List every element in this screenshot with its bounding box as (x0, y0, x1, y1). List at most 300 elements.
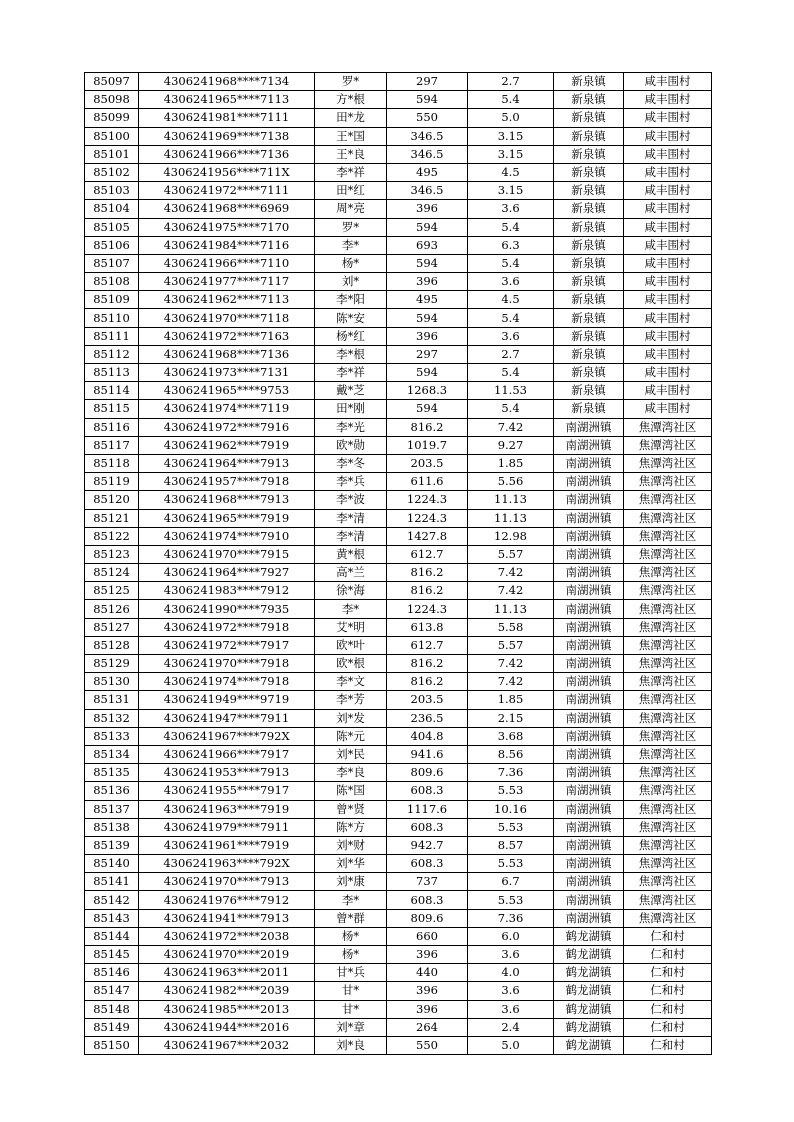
id-number-cell: 4306241966****7110 (139, 254, 315, 272)
area-cell: 5.53 (468, 891, 554, 909)
village-cell: 咸丰围村 (624, 327, 712, 345)
name-cell: 欧*根 (315, 655, 387, 673)
village-cell: 咸丰围村 (624, 127, 712, 145)
area-cell: 7.42 (468, 673, 554, 691)
amount-cell: 264 (387, 1018, 468, 1036)
area-cell: 5.56 (468, 473, 554, 491)
table-row (85, 473, 712, 491)
area-cell: 2.4 (468, 1018, 554, 1036)
town-cell: 新泉镇 (554, 109, 624, 127)
table-row (85, 673, 712, 691)
name-cell: 李*阳 (315, 291, 387, 309)
table-row (85, 818, 712, 836)
name-cell: 罗* (315, 73, 387, 91)
serial-no-cell: 85146 (85, 964, 139, 982)
village-cell: 焦潭湾社区 (624, 836, 712, 854)
id-number-cell: 4306241970****7915 (139, 545, 315, 563)
village-cell: 焦潭湾社区 (624, 454, 712, 472)
serial-no-cell: 85138 (85, 818, 139, 836)
town-cell: 南湖洲镇 (554, 655, 624, 673)
serial-no-cell: 85110 (85, 309, 139, 327)
name-cell: 罗* (315, 218, 387, 236)
name-cell: 刘*华 (315, 855, 387, 873)
village-cell: 焦潭湾社区 (624, 527, 712, 545)
table-row (85, 709, 712, 727)
area-cell: 6.3 (468, 236, 554, 254)
name-cell: 李*良 (315, 764, 387, 782)
table-row (85, 927, 712, 945)
amount-cell: 396 (387, 200, 468, 218)
serial-no-cell: 85128 (85, 636, 139, 654)
name-cell: 刘*财 (315, 836, 387, 854)
area-cell: 1.85 (468, 691, 554, 709)
town-cell: 南湖洲镇 (554, 745, 624, 763)
serial-no-cell: 85142 (85, 891, 139, 909)
town-cell: 新泉镇 (554, 218, 624, 236)
area-cell: 5.0 (468, 1036, 554, 1054)
table-row (85, 273, 712, 291)
town-cell: 南湖洲镇 (554, 436, 624, 454)
serial-no-cell: 85148 (85, 1000, 139, 1018)
table-row (85, 545, 712, 563)
table-row (85, 327, 712, 345)
serial-no-cell: 85099 (85, 109, 139, 127)
area-cell: 2.7 (468, 345, 554, 363)
area-cell: 7.42 (468, 564, 554, 582)
town-cell: 新泉镇 (554, 200, 624, 218)
name-cell: 李*冬 (315, 454, 387, 472)
village-cell: 焦潭湾社区 (624, 436, 712, 454)
name-cell: 杨* (315, 946, 387, 964)
id-number-cell: 4306241962****7919 (139, 436, 315, 454)
name-cell: 王*国 (315, 127, 387, 145)
serial-no-cell: 85150 (85, 1036, 139, 1054)
area-cell: 3.6 (468, 946, 554, 964)
village-cell: 仁和村 (624, 927, 712, 945)
table-row (85, 655, 712, 673)
table-row (85, 163, 712, 181)
table-row (85, 964, 712, 982)
village-cell: 焦潭湾社区 (624, 673, 712, 691)
town-cell: 南湖洲镇 (554, 418, 624, 436)
town-cell: 南湖洲镇 (554, 527, 624, 545)
id-number-cell: 4306241967****2032 (139, 1036, 315, 1054)
name-cell: 田*刚 (315, 400, 387, 418)
serial-no-cell: 85143 (85, 909, 139, 927)
name-cell: 田*龙 (315, 109, 387, 127)
id-number-cell: 4306241968****7136 (139, 345, 315, 363)
area-cell: 4.5 (468, 163, 554, 181)
area-cell: 3.6 (468, 200, 554, 218)
serial-no-cell: 85145 (85, 946, 139, 964)
serial-no-cell: 85140 (85, 855, 139, 873)
village-cell: 咸丰围村 (624, 73, 712, 91)
village-cell: 咸丰围村 (624, 273, 712, 291)
area-cell: 2.15 (468, 709, 554, 727)
amount-cell: 594 (387, 91, 468, 109)
table-row (85, 1000, 712, 1018)
area-cell: 11.13 (468, 600, 554, 618)
town-cell: 新泉镇 (554, 73, 624, 91)
id-number-cell: 4306241965****7919 (139, 509, 315, 527)
name-cell: 戴*芝 (315, 382, 387, 400)
town-cell: 新泉镇 (554, 182, 624, 200)
town-cell: 新泉镇 (554, 254, 624, 272)
serial-no-cell: 85103 (85, 182, 139, 200)
serial-no-cell: 85112 (85, 345, 139, 363)
table-row (85, 800, 712, 818)
serial-no-cell: 85104 (85, 200, 139, 218)
id-number-cell: 4306241941****7913 (139, 909, 315, 927)
id-number-cell: 4306241949****9719 (139, 691, 315, 709)
id-number-cell: 4306241972****7918 (139, 618, 315, 636)
table-row (85, 1036, 712, 1054)
serial-no-cell: 85111 (85, 327, 139, 345)
name-cell: 李*兵 (315, 473, 387, 491)
table-row (85, 891, 712, 909)
id-number-cell: 4306241965****9753 (139, 382, 315, 400)
id-number-cell: 4306241975****7170 (139, 218, 315, 236)
serial-no-cell: 85124 (85, 564, 139, 582)
amount-cell: 1117.6 (387, 800, 468, 818)
amount-cell: 660 (387, 927, 468, 945)
area-cell: 11.13 (468, 491, 554, 509)
area-cell: 6.7 (468, 873, 554, 891)
amount-cell: 297 (387, 345, 468, 363)
table-row (85, 236, 712, 254)
area-cell: 3.6 (468, 273, 554, 291)
serial-no-cell: 85133 (85, 727, 139, 745)
id-number-cell: 4306241956****711X (139, 163, 315, 181)
village-cell: 咸丰围村 (624, 145, 712, 163)
table-row (85, 200, 712, 218)
area-cell: 7.42 (468, 655, 554, 673)
amount-cell: 942.7 (387, 836, 468, 854)
name-cell: 李*光 (315, 418, 387, 436)
village-cell: 焦潭湾社区 (624, 782, 712, 800)
table-row (85, 527, 712, 545)
town-cell: 南湖洲镇 (554, 582, 624, 600)
table-row (85, 600, 712, 618)
village-cell: 焦潭湾社区 (624, 564, 712, 582)
id-number-cell: 4306241972****7917 (139, 636, 315, 654)
id-number-cell: 4306241969****7138 (139, 127, 315, 145)
name-cell: 陈*国 (315, 782, 387, 800)
id-number-cell: 4306241957****7918 (139, 473, 315, 491)
town-cell: 南湖洲镇 (554, 836, 624, 854)
table-row (85, 436, 712, 454)
amount-cell: 203.5 (387, 691, 468, 709)
town-cell: 新泉镇 (554, 291, 624, 309)
serial-no-cell: 85114 (85, 382, 139, 400)
amount-cell: 816.2 (387, 673, 468, 691)
village-cell: 焦潭湾社区 (624, 600, 712, 618)
table-row (85, 91, 712, 109)
id-number-cell: 4306241972****7163 (139, 327, 315, 345)
id-number-cell: 4306241953****7913 (139, 764, 315, 782)
table-row (85, 946, 712, 964)
amount-cell: 404.8 (387, 727, 468, 745)
amount-cell: 809.6 (387, 909, 468, 927)
name-cell: 方*根 (315, 91, 387, 109)
village-cell: 咸丰围村 (624, 236, 712, 254)
village-cell: 仁和村 (624, 1018, 712, 1036)
serial-no-cell: 85144 (85, 927, 139, 945)
name-cell: 李* (315, 236, 387, 254)
amount-cell: 396 (387, 982, 468, 1000)
serial-no-cell: 85129 (85, 655, 139, 673)
town-cell: 新泉镇 (554, 400, 624, 418)
serial-no-cell: 85130 (85, 673, 139, 691)
town-cell: 新泉镇 (554, 382, 624, 400)
town-cell: 新泉镇 (554, 364, 624, 382)
amount-cell: 550 (387, 1036, 468, 1054)
village-cell: 仁和村 (624, 964, 712, 982)
town-cell: 南湖洲镇 (554, 873, 624, 891)
table-body (85, 73, 712, 1055)
amount-cell: 203.5 (387, 454, 468, 472)
serial-no-cell: 85101 (85, 145, 139, 163)
town-cell: 南湖洲镇 (554, 509, 624, 527)
table-row (85, 382, 712, 400)
id-number-cell: 4306241974****7918 (139, 673, 315, 691)
town-cell: 南湖洲镇 (554, 818, 624, 836)
amount-cell: 396 (387, 946, 468, 964)
town-cell: 南湖洲镇 (554, 600, 624, 618)
amount-cell: 809.6 (387, 764, 468, 782)
id-number-cell: 4306241981****7111 (139, 109, 315, 127)
serial-no-cell: 85119 (85, 473, 139, 491)
village-cell: 仁和村 (624, 1000, 712, 1018)
town-cell: 南湖洲镇 (554, 800, 624, 818)
area-cell: 5.4 (468, 218, 554, 236)
village-cell: 仁和村 (624, 982, 712, 1000)
town-cell: 南湖洲镇 (554, 473, 624, 491)
table-row (85, 218, 712, 236)
serial-no-cell: 85121 (85, 509, 139, 527)
name-cell: 李*清 (315, 527, 387, 545)
village-cell: 咸丰围村 (624, 218, 712, 236)
id-number-cell: 4306241961****7919 (139, 836, 315, 854)
town-cell: 南湖洲镇 (554, 691, 624, 709)
town-cell: 新泉镇 (554, 91, 624, 109)
id-number-cell: 4306241964****7913 (139, 454, 315, 472)
serial-no-cell: 85116 (85, 418, 139, 436)
serial-no-cell: 85117 (85, 436, 139, 454)
table-row (85, 109, 712, 127)
name-cell: 甘* (315, 982, 387, 1000)
serial-no-cell: 85109 (85, 291, 139, 309)
town-cell: 新泉镇 (554, 309, 624, 327)
area-cell: 7.36 (468, 764, 554, 782)
name-cell: 李* (315, 600, 387, 618)
town-cell: 南湖洲镇 (554, 764, 624, 782)
table-row (85, 454, 712, 472)
amount-cell: 816.2 (387, 564, 468, 582)
town-cell: 南湖洲镇 (554, 618, 624, 636)
name-cell: 杨* (315, 254, 387, 272)
amount-cell: 594 (387, 400, 468, 418)
amount-cell: 1019.7 (387, 436, 468, 454)
amount-cell: 608.3 (387, 855, 468, 873)
serial-no-cell: 85136 (85, 782, 139, 800)
village-cell: 咸丰围村 (624, 309, 712, 327)
area-cell: 12.98 (468, 527, 554, 545)
id-number-cell: 4306241977****7117 (139, 273, 315, 291)
town-cell: 南湖洲镇 (554, 709, 624, 727)
name-cell: 陈*安 (315, 309, 387, 327)
village-cell: 焦潭湾社区 (624, 764, 712, 782)
town-cell: 南湖洲镇 (554, 491, 624, 509)
name-cell: 陈*方 (315, 818, 387, 836)
name-cell: 周*亮 (315, 200, 387, 218)
id-number-cell: 4306241985****2013 (139, 1000, 315, 1018)
village-cell: 焦潭湾社区 (624, 473, 712, 491)
village-cell: 焦潭湾社区 (624, 745, 712, 763)
town-cell: 南湖洲镇 (554, 782, 624, 800)
amount-cell: 297 (387, 73, 468, 91)
name-cell: 刘*章 (315, 1018, 387, 1036)
id-number-cell: 4306241973****7131 (139, 364, 315, 382)
amount-cell: 396 (387, 273, 468, 291)
table-row (85, 491, 712, 509)
area-cell: 5.4 (468, 91, 554, 109)
village-cell: 仁和村 (624, 1036, 712, 1054)
id-number-cell: 4306241972****7111 (139, 182, 315, 200)
amount-cell: 346.5 (387, 145, 468, 163)
village-cell: 咸丰围村 (624, 182, 712, 200)
amount-cell: 236.5 (387, 709, 468, 727)
name-cell: 杨*红 (315, 327, 387, 345)
amount-cell: 816.2 (387, 582, 468, 600)
table-row (85, 345, 712, 363)
amount-cell: 612.7 (387, 636, 468, 654)
town-cell: 鹤龙湖镇 (554, 927, 624, 945)
table-row (85, 182, 712, 200)
id-number-cell: 4306241976****7912 (139, 891, 315, 909)
amount-cell: 495 (387, 163, 468, 181)
name-cell: 曾*贤 (315, 800, 387, 818)
serial-no-cell: 85105 (85, 218, 139, 236)
serial-no-cell: 85139 (85, 836, 139, 854)
town-cell: 新泉镇 (554, 236, 624, 254)
area-cell: 3.15 (468, 182, 554, 200)
amount-cell: 816.2 (387, 655, 468, 673)
id-number-cell: 4306241964****7927 (139, 564, 315, 582)
area-cell: 3.6 (468, 1000, 554, 1018)
serial-no-cell: 85107 (85, 254, 139, 272)
town-cell: 南湖洲镇 (554, 855, 624, 873)
village-cell: 焦潭湾社区 (624, 418, 712, 436)
name-cell: 徐*海 (315, 582, 387, 600)
town-cell: 南湖洲镇 (554, 727, 624, 745)
name-cell: 李*清 (315, 509, 387, 527)
village-cell: 焦潭湾社区 (624, 491, 712, 509)
area-cell: 5.4 (468, 364, 554, 382)
area-cell: 10.16 (468, 800, 554, 818)
area-cell: 8.56 (468, 745, 554, 763)
area-cell: 5.53 (468, 818, 554, 836)
id-number-cell: 4306241963****7919 (139, 800, 315, 818)
village-cell: 咸丰围村 (624, 382, 712, 400)
serial-no-cell: 85141 (85, 873, 139, 891)
name-cell: 欧*勋 (315, 436, 387, 454)
amount-cell: 612.7 (387, 545, 468, 563)
town-cell: 新泉镇 (554, 163, 624, 181)
village-cell: 咸丰围村 (624, 254, 712, 272)
area-cell: 3.68 (468, 727, 554, 745)
area-cell: 5.4 (468, 400, 554, 418)
area-cell: 8.57 (468, 836, 554, 854)
village-cell: 焦潭湾社区 (624, 855, 712, 873)
village-cell: 咸丰围村 (624, 345, 712, 363)
table-row (85, 745, 712, 763)
name-cell: 李*波 (315, 491, 387, 509)
amount-cell: 440 (387, 964, 468, 982)
name-cell: 黄*根 (315, 545, 387, 563)
name-cell: 甘* (315, 1000, 387, 1018)
id-number-cell: 4306241947****7911 (139, 709, 315, 727)
area-cell: 2.7 (468, 73, 554, 91)
village-cell: 焦潭湾社区 (624, 691, 712, 709)
village-cell: 焦潭湾社区 (624, 709, 712, 727)
table-row (85, 982, 712, 1000)
name-cell: 王*良 (315, 145, 387, 163)
town-cell: 鹤龙湖镇 (554, 964, 624, 982)
serial-no-cell: 85120 (85, 491, 139, 509)
town-cell: 鹤龙湖镇 (554, 982, 624, 1000)
serial-no-cell: 85123 (85, 545, 139, 563)
id-number-cell: 4306241966****7917 (139, 745, 315, 763)
table-row (85, 145, 712, 163)
table-row (85, 564, 712, 582)
village-cell: 焦潭湾社区 (624, 618, 712, 636)
area-cell: 11.13 (468, 509, 554, 527)
amount-cell: 396 (387, 327, 468, 345)
amount-cell: 594 (387, 254, 468, 272)
village-cell: 焦潭湾社区 (624, 636, 712, 654)
amount-cell: 608.3 (387, 782, 468, 800)
name-cell: 李* (315, 891, 387, 909)
area-cell: 7.42 (468, 418, 554, 436)
area-cell: 6.0 (468, 927, 554, 945)
table-row (85, 582, 712, 600)
area-cell: 4.0 (468, 964, 554, 982)
name-cell: 刘* (315, 273, 387, 291)
area-cell: 3.15 (468, 145, 554, 163)
village-cell: 咸丰围村 (624, 163, 712, 181)
id-number-cell: 4306241979****7911 (139, 818, 315, 836)
serial-no-cell: 85137 (85, 800, 139, 818)
village-cell: 咸丰围村 (624, 109, 712, 127)
table-row (85, 909, 712, 927)
amount-cell: 941.6 (387, 745, 468, 763)
amount-cell: 594 (387, 309, 468, 327)
town-cell: 新泉镇 (554, 327, 624, 345)
serial-no-cell: 85147 (85, 982, 139, 1000)
name-cell: 欧*叶 (315, 636, 387, 654)
amount-cell: 816.2 (387, 418, 468, 436)
name-cell: 刘*良 (315, 1036, 387, 1054)
id-number-cell: 4306241967****792X (139, 727, 315, 745)
id-number-cell: 4306241972****2038 (139, 927, 315, 945)
town-cell: 新泉镇 (554, 345, 624, 363)
town-cell: 南湖洲镇 (554, 564, 624, 582)
table-row (85, 727, 712, 745)
name-cell: 李*芳 (315, 691, 387, 709)
table-row (85, 254, 712, 272)
id-number-cell: 4306241968****7913 (139, 491, 315, 509)
